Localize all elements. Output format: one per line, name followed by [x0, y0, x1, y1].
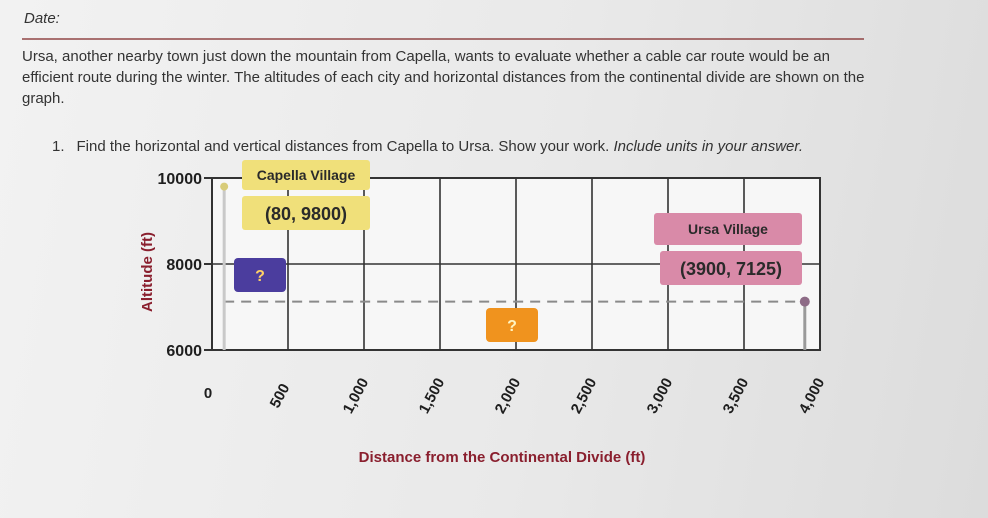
x-tick-label: 2,000 [491, 375, 525, 417]
question-text: Find the horizontal and vertical distances from Capella to Ursa. Show your work. [76, 138, 610, 155]
ursa-coord: (3900, 7125) [679, 259, 783, 279]
intro-paragraph: Ursa, another nearby town just down the mountain from Capella, wants to evaluate whether a cable car route would be an efficient route during the winter. The altitudes of each city and horizontal distances from the continental divide are shown on the graph. [22, 48, 865, 107]
x-tick-label: 0 [203, 385, 213, 402]
x-axis-label: Distance from the Continental Divide (ft) [358, 449, 646, 466]
y-axis-label: Altitude (ft) [139, 232, 156, 312]
x-tick-label: 500 [266, 380, 294, 411]
x-tick-label: 1,000 [339, 375, 373, 417]
y-tick-label: 10000 [157, 171, 202, 188]
date-label: Date: [24, 10, 60, 27]
y-tick-labels [158, 171, 203, 360]
y-tick-label: 8000 [166, 257, 202, 274]
x-tick-label: 4,000 [795, 375, 829, 417]
y-tick-label: 6000 [166, 343, 202, 360]
ursa-title: Ursa Village [688, 221, 768, 237]
capella-coord: (80, 9800) [264, 204, 348, 224]
x-tick-label: 2,500 [567, 375, 601, 417]
horizontal-unknown-label: ? [507, 318, 517, 335]
ursa-point [800, 297, 810, 307]
vertical-unknown-label: ? [255, 268, 265, 285]
question-number: 1. [52, 138, 65, 155]
x-tick-label: 3,500 [719, 375, 753, 417]
x-tick-label: 1,500 [415, 375, 449, 417]
x-tick-label: 3,000 [643, 375, 677, 417]
x-tick-labels [204, 375, 829, 416]
question-emphasis: Include units in your answer. [613, 138, 803, 155]
capella-point [220, 183, 228, 191]
capella-title: Capella Village [256, 167, 356, 183]
